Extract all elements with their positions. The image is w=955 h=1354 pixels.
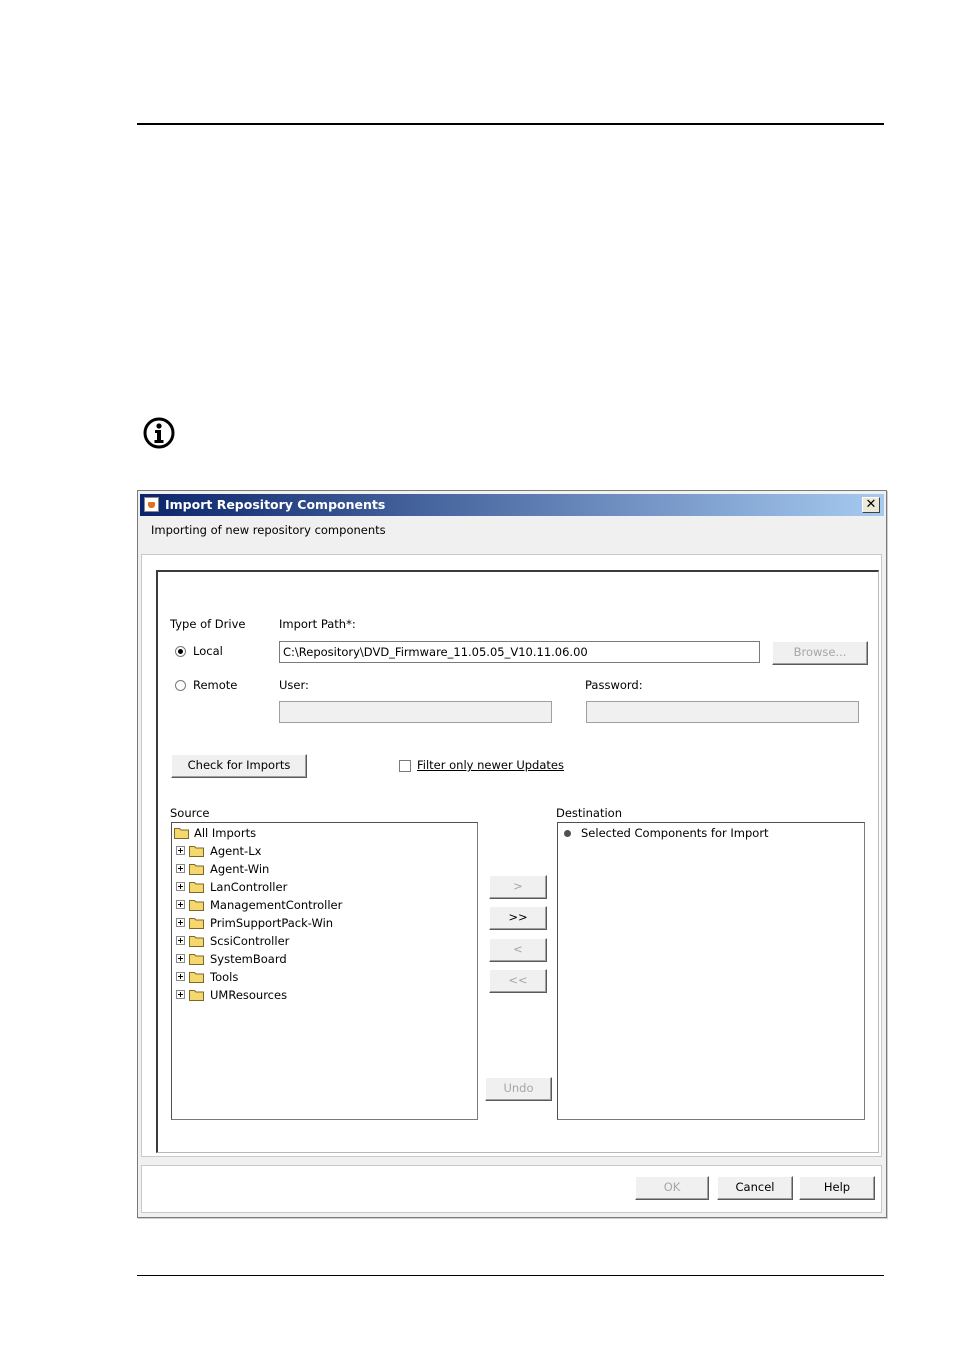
user-input[interactable] <box>279 701 552 723</box>
password-label: Password: <box>585 678 643 692</box>
java-app-icon <box>144 497 159 512</box>
destination-tree[interactable] <box>557 822 865 1120</box>
expand-plus-icon[interactable] <box>176 972 185 981</box>
tree-item-label: PrimSupportPack-Win <box>210 916 334 930</box>
tree-item-label: ScsiController <box>210 934 290 948</box>
cancel-button[interactable]: Cancel <box>717 1176 793 1200</box>
filter-newer-checkbox[interactable] <box>399 760 411 772</box>
dialog-footer <box>141 1165 882 1213</box>
user-label: User: <box>279 678 309 692</box>
folder-open-icon <box>174 827 191 839</box>
expand-plus-icon[interactable] <box>176 900 185 909</box>
password-input[interactable] <box>586 701 859 723</box>
dialog-title: Import Repository Components <box>165 497 386 512</box>
local-radio-label[interactable]: Local <box>193 644 223 658</box>
browse-button[interactable]: Browse... <box>772 641 868 665</box>
footer-rule <box>137 1275 884 1276</box>
local-radio[interactable] <box>175 646 186 657</box>
source-tree[interactable] <box>171 822 478 1120</box>
remove-selected-button[interactable]: < <box>489 938 547 962</box>
destination-label: Destination <box>556 806 622 820</box>
expand-plus-icon[interactable] <box>176 918 185 927</box>
folder-icon <box>189 989 206 1001</box>
add-selected-button[interactable]: > <box>489 875 547 899</box>
tree-item-label: Agent-Lx <box>210 844 262 858</box>
expand-plus-icon[interactable] <box>176 936 185 945</box>
import-repository-dialog <box>137 490 887 1218</box>
tree-item-label: Tools <box>210 970 239 984</box>
folder-icon <box>189 863 206 875</box>
tree-item-label: Agent-Win <box>210 862 270 876</box>
tree-root-label: All Imports <box>194 826 257 840</box>
filter-newer-label[interactable]: Filter only newer Updates <box>417 758 564 772</box>
expand-plus-icon[interactable] <box>176 864 185 873</box>
folder-icon <box>189 917 206 929</box>
remote-radio[interactable] <box>175 680 186 691</box>
tree-item-label: ManagementController <box>210 898 343 912</box>
folder-icon <box>189 845 206 857</box>
import-path-input[interactable]: C:\Repository\DVD_Firmware_11.05.05_V10.11.06.00 <box>279 641 760 663</box>
tree-item-label: UMResources <box>210 988 288 1002</box>
header-rule <box>137 123 884 125</box>
close-icon: ✕ <box>865 497 877 512</box>
check-for-imports-button[interactable]: Check for Imports <box>171 754 307 778</box>
tree-item-label: LanController <box>210 880 288 894</box>
expand-plus-icon[interactable] <box>176 882 185 891</box>
remove-all-button[interactable]: << <box>489 969 547 993</box>
type-of-drive-label: Type of Drive <box>170 617 246 631</box>
remote-radio-label[interactable]: Remote <box>193 678 238 692</box>
folder-icon <box>189 881 206 893</box>
source-label: Source <box>170 806 210 820</box>
dialog-subtitle: Importing of new repository components <box>151 523 386 537</box>
folder-icon <box>189 953 206 965</box>
expand-plus-icon[interactable] <box>176 954 185 963</box>
info-circle-icon <box>143 417 175 449</box>
expand-plus-icon[interactable] <box>176 990 185 999</box>
close-button[interactable] <box>862 497 880 513</box>
expand-plus-icon[interactable] <box>176 846 185 855</box>
add-all-button[interactable]: >> <box>489 906 547 930</box>
import-settings-group <box>156 570 879 1153</box>
folder-icon <box>189 899 206 911</box>
folder-icon <box>189 971 206 983</box>
destination-root-label: Selected Components for Import <box>581 826 769 840</box>
help-button[interactable]: Help <box>799 1176 875 1200</box>
undo-button[interactable]: Undo <box>485 1077 552 1101</box>
import-path-label: Import Path*: <box>279 617 356 631</box>
tree-node-icon <box>564 830 571 837</box>
dialog-content-panel <box>141 554 882 1157</box>
tree-item-label: SystemBoard <box>210 952 287 966</box>
ok-button[interactable]: OK <box>635 1176 709 1200</box>
folder-icon <box>189 935 206 947</box>
dialog-title-bar[interactable] <box>140 494 884 516</box>
